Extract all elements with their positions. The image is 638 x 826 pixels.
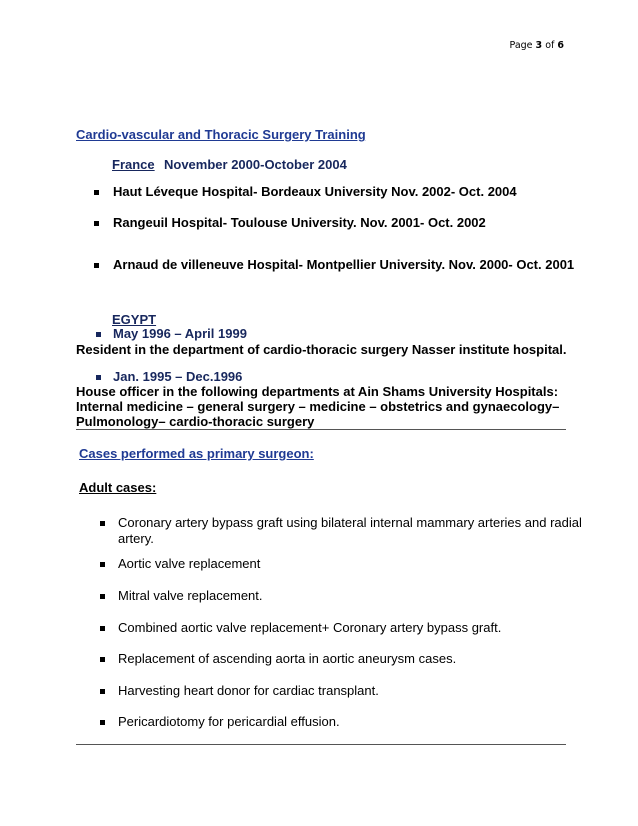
training-country: France bbox=[112, 157, 155, 172]
bullet-icon bbox=[100, 521, 105, 526]
footer-divider bbox=[76, 744, 566, 745]
case-item: Combined aortic valve replacement+ Coronary artery bypass graft. bbox=[118, 620, 502, 635]
bullet-icon bbox=[94, 190, 99, 195]
bullet-icon bbox=[100, 626, 105, 631]
training-item: Rangeuil Hospital- Toulouse University. Nov. 2001- Oct. 2002 bbox=[113, 215, 486, 230]
bullet-icon bbox=[100, 689, 105, 694]
case-item: Harvesting heart donor for cardiac transplant. bbox=[118, 683, 379, 698]
egypt-entry-1-text: Resident in the department of cardio-thoracic surgery Nasser institute hospital. bbox=[76, 342, 567, 357]
bullet-icon bbox=[100, 562, 105, 567]
bullet-icon bbox=[100, 594, 105, 599]
bullet-icon bbox=[96, 375, 101, 380]
training-period: November 2000-October 2004 bbox=[164, 157, 347, 172]
adult-cases-heading: Adult cases: bbox=[79, 480, 157, 495]
bullet-icon bbox=[100, 720, 105, 725]
case-item: Aortic valve replacement bbox=[118, 556, 261, 571]
training-item: Arnaud de villeneuve Hospital- Montpellier University. Nov. 2000- Oct. 2001 bbox=[113, 257, 575, 272]
egypt-entry-2-line: Internal medicine – general surgery – medicine – obstetrics and gynaecology– bbox=[76, 399, 560, 414]
egypt-period-1: May 1996 – April 1999 bbox=[113, 326, 247, 341]
egypt-period-2: Jan. 1995 – Dec.1996 bbox=[113, 369, 243, 384]
cases-section-title: Cases performed as primary surgeon: bbox=[79, 446, 314, 461]
case-item: Pericardiotomy for pericardial effusion. bbox=[118, 714, 340, 729]
egypt-heading: EGYPT bbox=[112, 312, 157, 327]
case-item: Mitral valve replacement. bbox=[118, 588, 263, 603]
training-section-title: Cardio-vascular and Thoracic Surgery Training bbox=[76, 127, 366, 142]
page-number: Page 3 of 6 bbox=[509, 40, 564, 51]
bullet-icon bbox=[100, 657, 105, 662]
egypt-entry-2-line: House officer in the following departments at Ain Shams University Hospitals: bbox=[76, 384, 559, 399]
training-item: Haut Léveque Hospital- Bordeaux University Nov. 2002- Oct. 2004 bbox=[113, 184, 517, 199]
case-item: Replacement of ascending aorta in aortic aneurysm cases. bbox=[118, 651, 457, 666]
bullet-icon bbox=[94, 221, 99, 226]
egypt-entry-2-line: Pulmonology– cardio-thoracic surgery bbox=[76, 414, 315, 429]
bullet-icon bbox=[94, 263, 99, 268]
section-divider bbox=[76, 429, 566, 430]
case-item-continuation: artery. bbox=[118, 531, 154, 546]
case-item: Coronary artery bypass graft using bilateral internal mammary arteries and radial bbox=[118, 515, 582, 530]
bullet-icon bbox=[96, 332, 101, 337]
